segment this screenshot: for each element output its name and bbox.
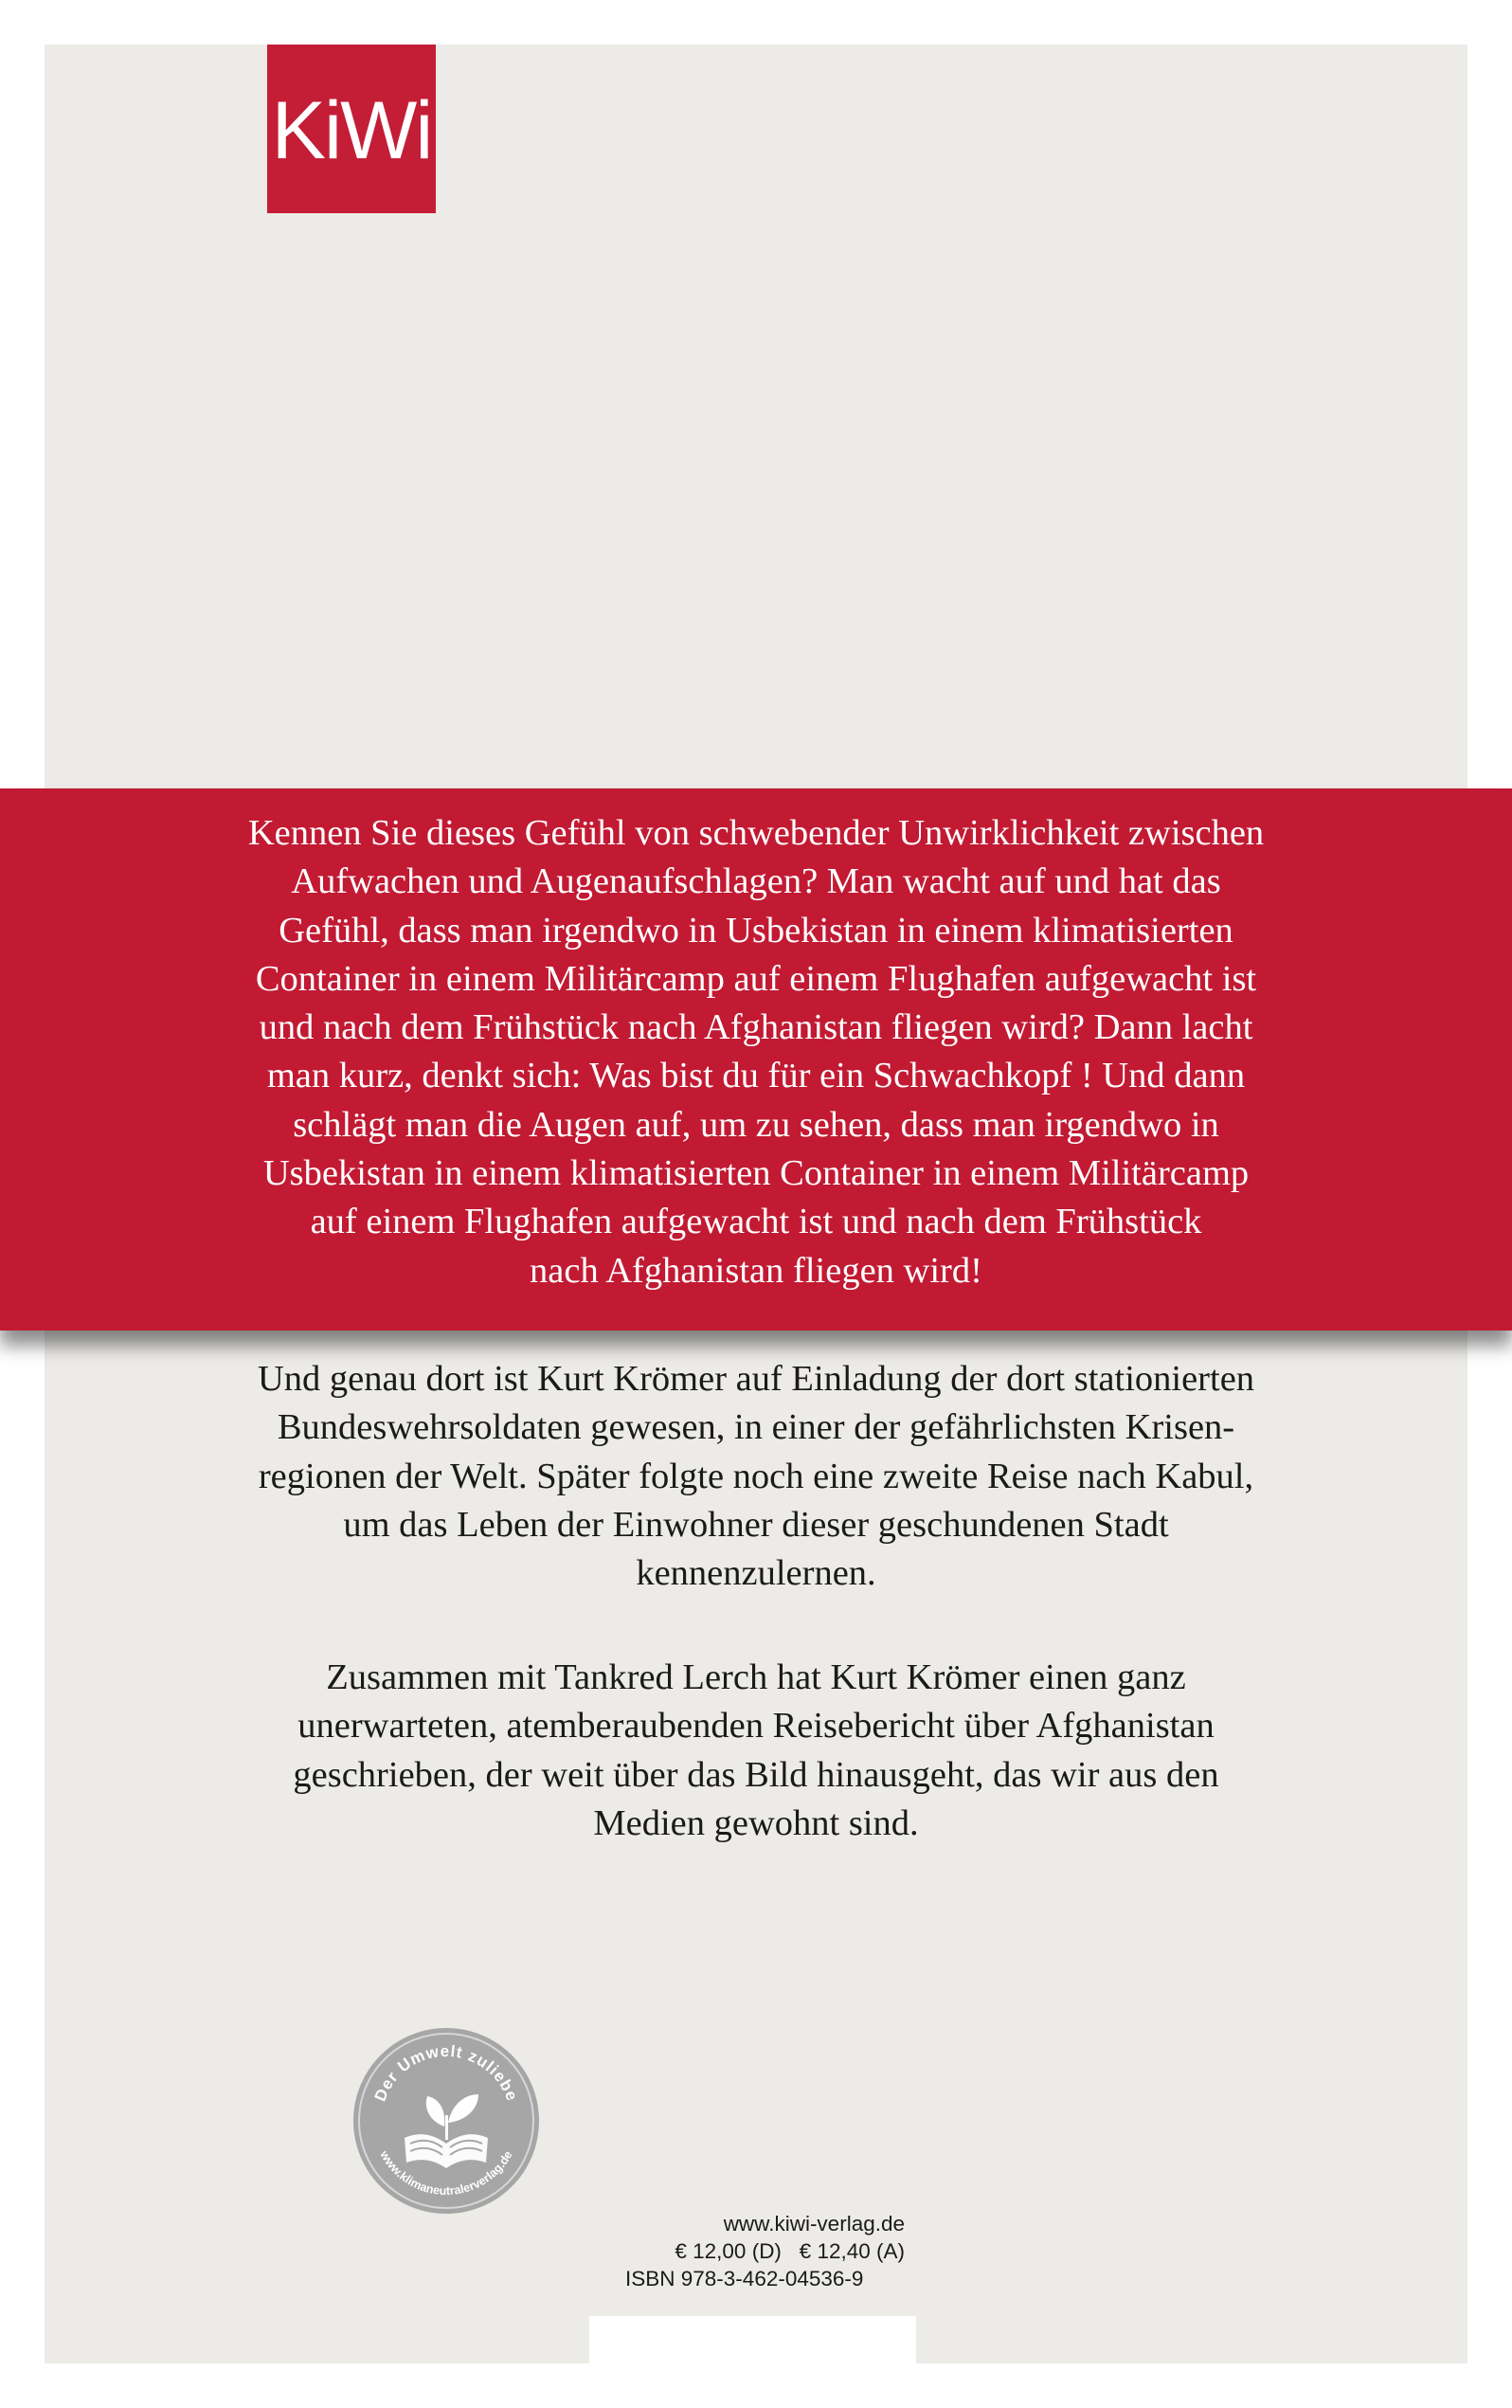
blurb-line: Kennen Sie dieses Gefühl von schwebender Unwirklichkeit zwischen: [247, 813, 1265, 853]
paragraph-line: Medien gewohnt sind.: [593, 1802, 919, 1843]
paragraph-line: unerwarteten, atemberaubenden Reisebericht über Afghanistan: [297, 1706, 1215, 1747]
blurb-line: nach Afghanistan fliegen wird!: [530, 1250, 982, 1291]
blurb-line: auf einem Flughafen aufgewacht ist und nach dem Frühstück: [310, 1202, 1202, 1242]
price: € 12,00 (D) € 12,40 (A): [675, 2239, 905, 2263]
seal-top-text: Der Umwelt zuliebe: [370, 2041, 522, 2105]
paragraph-line: regionen der Welt. Später folgte noch eine zweite Reise nach Kabul,: [258, 1456, 1254, 1496]
blurb-line: Usbekistan in einem klimatisierten Container in einem Militärcamp: [262, 1153, 1250, 1194]
paragraph-line: geschrieben, der weit über das Bild hinausgeht, das wir aus den: [293, 1754, 1219, 1795]
blurb-text: [0, 809, 1512, 1295]
barcode-area: [589, 2316, 916, 2408]
blurb-line: Container in einem Militärcamp auf einem Flughafen aufgewacht ist: [255, 958, 1257, 999]
description-paragraph-1: [0, 1355, 1512, 1598]
paragraph-line: Und genau dort ist Kurt Krömer auf Einladung der dort stationierten: [257, 1359, 1255, 1399]
eco-seal-graphic: [353, 2028, 539, 2214]
kiwi-logo: KiWi: [267, 45, 436, 213]
isbn: ISBN 978-3-462-04536-9: [625, 2267, 864, 2290]
blurb-line: Gefühl, dass man irgendwo in Usbekistan in einem klimatisierten: [279, 910, 1233, 951]
blurb-line: man kurz, denkt sich: Was bist du für ein Schwachkopf ! Und dann: [266, 1056, 1246, 1096]
imprint: [625, 2210, 905, 2292]
blurb-line: und nach dem Frühstück nach Afghanistan fliegen wird? Dann lacht: [259, 1007, 1253, 1048]
blurb-band: [0, 788, 1512, 1331]
paragraph-line: Bundeswehrsoldaten gewesen, in einer der gefährlichsten Krisen-: [277, 1407, 1235, 1448]
seal-bottom-text: www.klimaneutralerverlag.de: [377, 2148, 515, 2199]
paragraph-line: kennenzulernen.: [636, 1553, 876, 1594]
eco-seal: [353, 2028, 539, 2214]
paragraph-line: um das Leben der Einwohner dieser geschundenen Stadt: [343, 1504, 1169, 1545]
book-with-leaves-icon: [405, 2094, 488, 2168]
description-paragraph-2: [0, 1654, 1512, 1848]
paragraph-line: Zusammen mit Tankred Lerch hat Kurt Krömer einen ganz: [326, 1657, 1186, 1697]
blurb-line: schlägt man die Augen auf, um zu sehen, dass man irgendwo in: [293, 1104, 1219, 1145]
publisher-website: www.kiwi-verlag.de: [723, 2212, 905, 2236]
blurb-line: Aufwachen und Augenaufschlagen? Man wacht auf und hat das: [291, 861, 1221, 902]
